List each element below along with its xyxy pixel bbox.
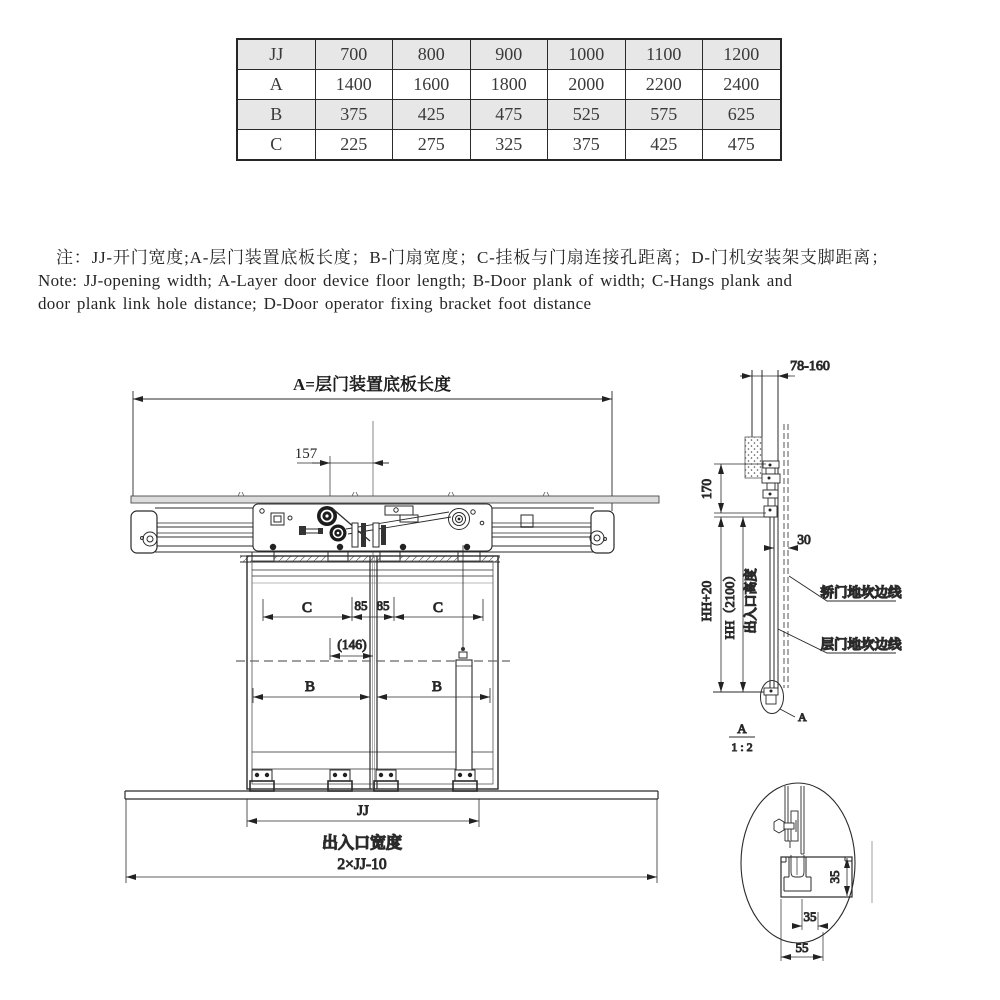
detail-boundary-ellipse (741, 783, 855, 943)
door-shoes (250, 770, 477, 791)
scale-ratio: 1 : 2 (731, 740, 753, 754)
table-cell: 275 (393, 130, 471, 161)
front-view-drawing (125, 374, 659, 883)
table-cell: 525 (548, 100, 626, 130)
front-dim-a (133, 391, 612, 511)
table-cell: C (237, 130, 315, 161)
note-line-zh: 注：JJ-开门宽度;A-层门装置底板长度；B-门扇宽度；C-挂板与门扇连接孔距离；D-门机安装架支脚距离； (56, 248, 889, 267)
table-cell: 1400 (315, 70, 393, 100)
table-cell: 1100 (625, 39, 703, 70)
car-sill-label: 轿门地坎边线 (820, 585, 902, 600)
front-dim-c85 (263, 597, 483, 621)
dim-30-label: 30 (797, 532, 811, 547)
dim-b-right: B (431, 679, 443, 695)
table-cell: 375 (315, 100, 393, 130)
dim-78-160-label: 78-160 (790, 359, 830, 374)
table-cell: 325 (470, 130, 548, 161)
dim-157-label: 157 (294, 446, 318, 462)
rail-bracket (521, 515, 533, 527)
table-cell: 1600 (393, 70, 471, 100)
table-cell: JJ (237, 39, 315, 70)
dim-c-left: C (301, 600, 313, 616)
dim-c-right: C (432, 600, 444, 616)
table-cell: 625 (703, 100, 781, 130)
dim-2jj10-label: 2×JJ-10 (337, 856, 387, 873)
table-cell: A (237, 70, 315, 100)
dim-146-label: (146) (337, 637, 367, 652)
landing-sill-label: 层门地坎边线 (820, 637, 902, 652)
dim-hh20-label: HH+20 (699, 580, 714, 622)
door-operator-plate (253, 504, 492, 551)
track-right-cap (590, 511, 614, 553)
landing-sill (125, 791, 658, 799)
table-cell: 2000 (548, 70, 626, 100)
header-band (131, 496, 659, 503)
table-cell: 225 (315, 130, 393, 161)
front-dim-b (253, 688, 490, 703)
detail-view-drawing (741, 783, 872, 961)
wall-section-hatch (745, 437, 762, 478)
detail-shoe-bolt (774, 811, 798, 841)
detail-dim-55: 55 (795, 940, 809, 955)
closing-weight (456, 545, 472, 770)
table-cell: 475 (470, 100, 548, 130)
dim-170-label: 170 (699, 478, 714, 500)
table-cell: 575 (625, 100, 703, 130)
dim-jj-label: JJ (357, 803, 369, 819)
dim-b-left: B (304, 679, 316, 695)
note-line-en1: Note: JJ-opening width; A-Layer door device floor length; B-Door plank of width; C-Hangs plank and (38, 271, 793, 290)
side-sill-foot (764, 688, 778, 704)
table-cell: 1800 (470, 70, 548, 100)
dim-a-label: A=层门装置底板长度 (293, 375, 451, 394)
dim-85-right: 85 (376, 598, 390, 613)
table-cell: 2200 (625, 70, 703, 100)
table-cell: 1200 (703, 39, 781, 70)
header-band-ticks (238, 492, 549, 496)
detail-dim-35-horizontal: 35 (803, 909, 817, 924)
side-view-drawing (699, 359, 902, 754)
table-cell: 1000 (548, 39, 626, 70)
table-cell: 375 (548, 130, 626, 161)
table-cell: B (237, 100, 315, 130)
table-cell: 900 (470, 39, 548, 70)
table-cell: 425 (625, 130, 703, 161)
entrance-width-label: 出入口宽度 (321, 835, 403, 852)
detail-marker-a: A (798, 710, 807, 724)
note-line-en2: door plank link hole distance; D-Door operator fixing bracket foot distance (38, 294, 592, 313)
table-cell: 700 (315, 39, 393, 70)
scale-label-a: A (737, 721, 747, 736)
table-cell: 475 (703, 130, 781, 161)
detail-guide-shoe (791, 855, 804, 877)
detail-dim-35-vertical: 35 (827, 870, 842, 884)
entrance-height-label: 出入口高度 (743, 568, 758, 634)
table-cell: 425 (393, 100, 471, 130)
dim-hh2100-label: HH（2100） (722, 568, 737, 640)
table-cell: 2400 (703, 70, 781, 100)
track-left-cap (131, 511, 157, 553)
operator-side-profile (762, 461, 780, 517)
table-cell: 800 (393, 39, 471, 70)
dim-85-left: 85 (354, 598, 368, 613)
